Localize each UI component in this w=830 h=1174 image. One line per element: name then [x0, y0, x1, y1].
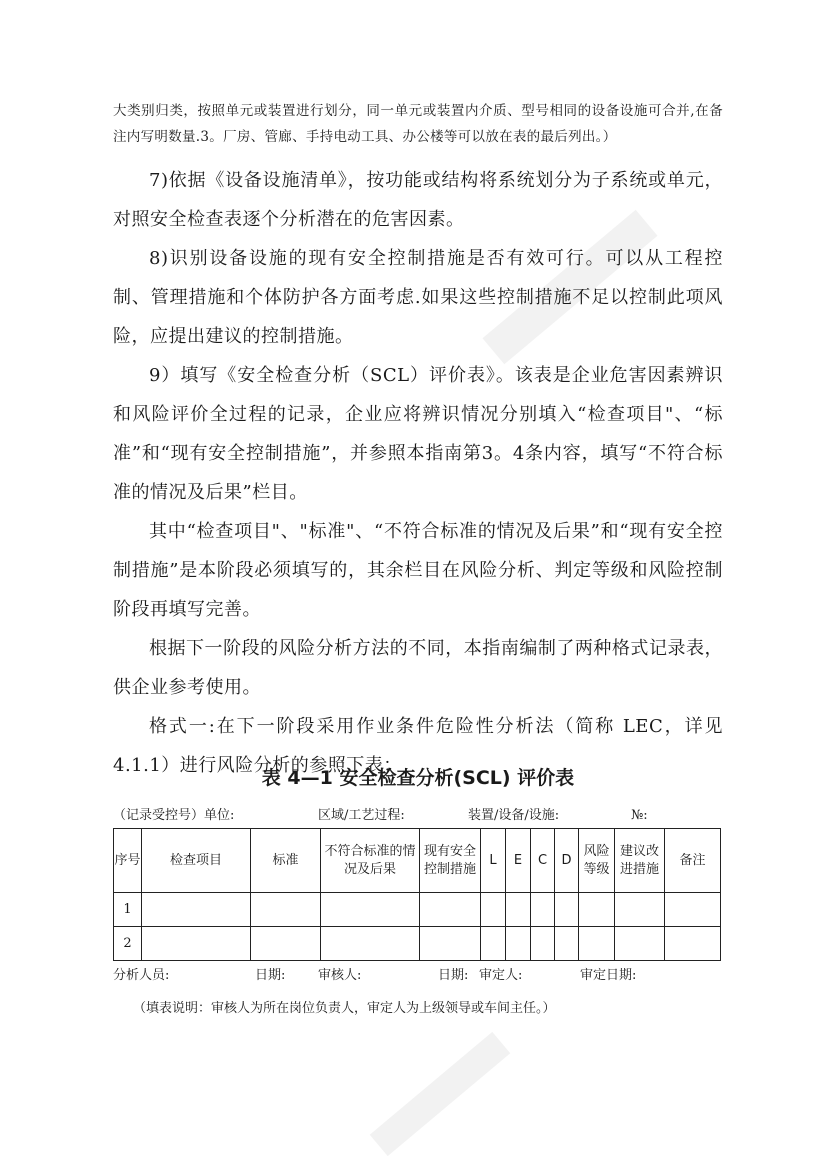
table-cell	[420, 927, 481, 961]
body-text	[113, 161, 723, 785]
col-header-nonconformity: 不符合标准的情况及后果	[321, 829, 420, 893]
col-header-standard: 标准	[251, 829, 321, 893]
table-cell	[420, 893, 481, 927]
table-header-row	[114, 829, 721, 893]
col-header-d: D	[555, 829, 579, 893]
row-number: 2	[114, 927, 142, 961]
row-number: 1	[114, 893, 142, 927]
intro-note: 大类别归类，按照单元或装置进行划分，同一单元或装置内介质、型号相同的设备设施可合并,在备注内写明数量.3。厂房、管廊、手持电动工具、办公楼等可以放在表的最后列出。）	[113, 103, 723, 145]
table-cell	[251, 893, 321, 927]
table-cell	[481, 927, 506, 961]
control-number-label: （记录受控号）单位:	[113, 808, 235, 823]
approver-label: 审定人:	[479, 968, 523, 983]
approve-date-label: 审定日期:	[580, 968, 637, 983]
table-row	[114, 893, 721, 927]
paragraph-formats: 根据下一阶段的风险分析方法的不同，本指南编制了两种格式记录表，供企业参考使用。	[113, 638, 723, 698]
table-cell	[506, 893, 531, 927]
col-header-seq: 序号	[114, 829, 142, 893]
table-cell	[555, 893, 579, 927]
table-cell	[321, 927, 420, 961]
analyst-label: 分析人员:	[113, 968, 170, 983]
scl-evaluation-table	[113, 828, 721, 961]
table-cell	[531, 927, 555, 961]
paragraph-9: 9）填写《安全检查分析（SCL）评价表》。该表是企业危害因素辨识和风险评价全过程的记录，企业应将辨识情况分别填入“检查项目"、“标准”和“现有安全控制措施”，并参照本指南第3。4条内容，填写“不符合标准的情况及后果”栏目。	[113, 365, 723, 503]
table-row	[114, 927, 721, 961]
col-header-c: C	[531, 829, 555, 893]
table-cell	[251, 927, 321, 961]
col-header-check-item: 检查项目	[142, 829, 251, 893]
table-cell	[555, 927, 579, 961]
table-cell	[142, 893, 251, 927]
col-header-l: L	[481, 829, 506, 893]
table-title: 表 4—1 安全检查分析(SCL) 评价表	[261, 767, 575, 789]
table-cell	[481, 893, 506, 927]
table-cell	[615, 893, 665, 927]
table-cell	[665, 893, 721, 927]
table-cell	[321, 893, 420, 927]
paragraph-note: 其中“检查项目"、"标准"、“不符合标准的情况及后果”和“现有安全控制措施”是本阶段必须填写的，其余栏目在风险分析、判定等级和风险控制阶段再填写完善。	[113, 521, 723, 620]
number-label: №:	[631, 808, 648, 823]
col-header-e: E	[506, 829, 531, 893]
col-header-risk-level: 风险等级	[579, 829, 615, 893]
paragraph-7: 7)依据《设备设施清单》，按功能或结构将系统划分为子系统或单元，对照安全检查表逐个分析潜在的危害因素。	[113, 170, 723, 230]
table-cell	[579, 893, 615, 927]
col-header-suggested-measures: 建议改进措施	[615, 829, 665, 893]
col-header-current-control: 现有安全控制措施	[420, 829, 481, 893]
table-cell	[531, 893, 555, 927]
col-header-remarks: 备注	[665, 829, 721, 893]
table-cell	[665, 927, 721, 961]
area-label: 区域/工艺过程:	[318, 808, 405, 823]
table-cell	[142, 927, 251, 961]
fill-instructions: （填表说明：审核人为所在岗位负责人，审定人为上级领导或车间主任。）	[133, 1001, 556, 1016]
paragraph-8: 8)识别设备设施的现有安全控制措施是否有效可行。可以从工程控制、管理措施和个体防护各方面考虑.如果这些控制措施不足以控制此项风险，应提出建议的控制措施。	[113, 248, 723, 347]
reviewer-date-label: 日期:	[438, 968, 469, 983]
table-cell	[579, 927, 615, 961]
reviewer-label: 审核人:	[318, 968, 362, 983]
device-label: 装置/设备/设施:	[468, 808, 560, 823]
analyst-date-label: 日期:	[255, 968, 286, 983]
table-cell	[506, 927, 531, 961]
paragraph-format-one: 格式一:在下一阶段采用作业条件危险性分析法（简称 LEC，详见 4.1.1）进行风险分析的参照下表：	[113, 716, 723, 776]
table-cell	[615, 927, 665, 961]
